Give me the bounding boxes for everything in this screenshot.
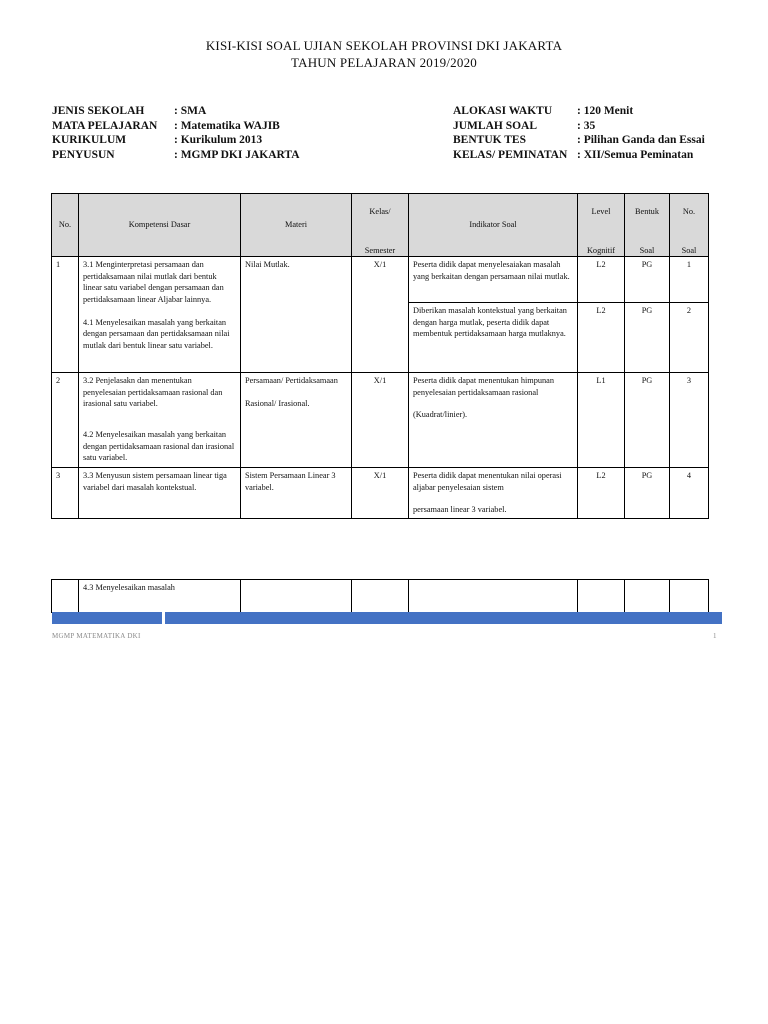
cell-no: 1 [52, 257, 79, 373]
meta-row-jumlah-soal [453, 119, 705, 134]
meta-row-bentuk-tes [453, 133, 705, 148]
cell-materi: Sistem Persamaan Linear 3 variabel. [241, 468, 352, 519]
page-number: 1 [713, 632, 717, 640]
table-row [52, 580, 709, 613]
cell-indikator: Diberikan masalah kontekstual yang berkaitan dengan harga mutlak, peserta didik dapat membentuk pertidaksamaan harga mutlaknya. [409, 303, 578, 373]
footer-bar [52, 612, 722, 624]
header-bentuk-soal: Bentuk Soal [625, 194, 670, 257]
meta-row-penyusun [52, 148, 300, 163]
cell-no-soal: 2 [670, 303, 709, 373]
cell-indikator: Peserta didik dapat menentukan nilai operasi aljabar penyelesaian sistem persamaan linear 3 variabel. [409, 468, 578, 519]
table-row [52, 373, 709, 468]
cell-kompetensi-dasar: 3.2 Penjelasakn dan menentukan penyelesaian pertidaksamaan rasional dan irasional satu variabel. 4.2 Menyelesaikan masalah yang berkaitan dengan pertidaksamaan rasional dan irasional satu variabel. [79, 373, 241, 468]
cell-level: L1 [578, 373, 625, 468]
cell-kompetensi-dasar: 4.3 Menyelesaikan masalah [79, 580, 241, 613]
meta-right-block [453, 104, 705, 162]
footer-text: MGMP MATEMATIKA DKI [52, 632, 141, 640]
meta-row-kurikulum [52, 133, 300, 148]
kisi-kisi-table-continuation [51, 579, 709, 613]
cell-kelas [352, 580, 409, 613]
meta-value: : Pilihan Ganda dan Essai [577, 134, 705, 146]
header-level-kognitif: Level Kognitif [578, 194, 625, 257]
meta-value: : 120 Menit [577, 105, 634, 117]
cell-materi [241, 580, 352, 613]
meta-value: : MGMP DKI JAKARTA [174, 148, 300, 161]
meta-row-jenis-sekolah [52, 104, 300, 119]
cell-indikator [409, 580, 578, 613]
table-header-row [52, 194, 709, 257]
header-materi: Materi [241, 194, 352, 257]
cell-level: L2 [578, 257, 625, 303]
cell-kompetensi-dasar: 3.3 Menyusun sistem persamaan linear tiga variabel dari masalah kontekstual. [79, 468, 241, 519]
cell-bentuk: PG [625, 257, 670, 303]
cell-level: L2 [578, 303, 625, 373]
meta-label: PENYUSUN [52, 148, 115, 161]
header-no-soal: No. Soal [670, 194, 709, 257]
meta-row-mata-pelajaran [52, 119, 300, 134]
header-kompetensi-dasar: Kompetensi Dasar [79, 194, 241, 257]
document-subtitle: TAHUN PELAJARAN 2019/2020 [291, 55, 477, 70]
cell-indikator: Peserta didik dapat menyelesaiakan masalah yang berkaitan dengan persamaan nilai mutlak. [409, 257, 578, 303]
document-title: KISI-KISI SOAL UJIAN SEKOLAH PROVINSI DKI JAKARTA [205, 38, 563, 53]
cell-no-soal: 3 [670, 373, 709, 468]
meta-left-block [52, 104, 300, 162]
kisi-kisi-table [51, 193, 709, 519]
cell-no-soal: 1 [670, 257, 709, 303]
cell-kompetensi-dasar: 3.1 Menginterpretasi persamaan dan pertidaksamaan nilai mutlak dari bentuk linear satu variabel dengan persamaan dan pertidaksamaan linear Aljabar lainnya. 4.1 Menyelesaikan masalah yang berkaitan dengan persamaan dan pertidaksamaan nilai mutlak dari bentuk linear satu variabel. [79, 257, 241, 373]
cell-no [52, 580, 79, 613]
cell-indikator: Peserta didik dapat menentukan himpunan penyelesaian pertidaksamaan rasional (Kuadrat/linier). [409, 373, 578, 468]
meta-label: JUMLAH SOAL [453, 119, 538, 132]
meta-value: : Matematika WAJIB [174, 119, 280, 132]
meta-value: : XII/Semua Peminatan [577, 148, 694, 161]
header-indikator-soal: Indikator Soal [409, 194, 578, 257]
table-row [52, 257, 709, 303]
cell-level [578, 580, 625, 613]
header-no: No. [52, 194, 79, 257]
table-row [52, 468, 709, 519]
meta-label: JENIS SEKOLAH [52, 105, 145, 117]
cell-kelas: X/1 [352, 468, 409, 519]
cell-materi: Persamaan/ Pertidaksamaan Rasional/ Irasional. [241, 373, 352, 468]
meta-value: : 35 [577, 119, 596, 132]
cell-kelas: X/1 [352, 373, 409, 468]
cell-level: L2 [578, 468, 625, 519]
cell-no-soal [670, 580, 709, 613]
footer-bar-notch [162, 612, 165, 624]
cell-kelas: X/1 [352, 257, 409, 373]
meta-label: MATA PELAJARAN [52, 119, 158, 132]
cell-bentuk [625, 580, 670, 613]
meta-row-kelas-peminatan [453, 148, 705, 163]
meta-label: ALOKASI WAKTU [453, 105, 553, 117]
meta-row-alokasi-waktu [453, 104, 705, 119]
meta-label: KURIKULUM [52, 134, 127, 146]
cell-bentuk: PG [625, 468, 670, 519]
cell-bentuk: PG [625, 303, 670, 373]
header-kelas-semester: Kelas/ Semester [352, 194, 409, 257]
meta-label: BENTUK TES [453, 134, 526, 146]
cell-bentuk: PG [625, 373, 670, 468]
cell-no: 3 [52, 468, 79, 519]
meta-value: : Kurikulum 2013 [174, 134, 263, 146]
cell-materi: Nilai Mutlak. [241, 257, 352, 373]
cell-no: 2 [52, 373, 79, 468]
meta-value: : SMA [174, 105, 207, 117]
meta-label: KELAS/ PEMINATAN [453, 148, 568, 161]
cell-no-soal: 4 [670, 468, 709, 519]
